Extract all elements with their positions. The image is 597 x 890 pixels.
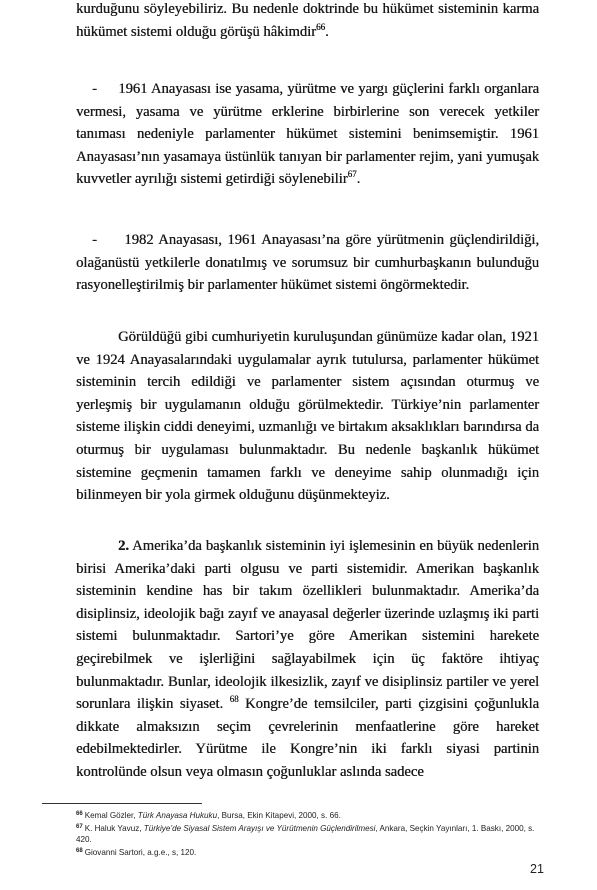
paragraph-1961-constitution: - 1961 Anayasası ise yasama, yürütme ve yargı güçlerini farklı organlara vermesi, yasama ve yürütme erklerine birbirlerine son verecek yetkiler tanıması nedeniyle parlamenter hükümet sistemini benimsemiştir. 1961 Anayasası’nın yasamaya üstünlük tanıyan bir parlamenter rejim, yani yumuşak kuvvetler ayrılığı sistemi getirdiği söylenebilir$^{67}$. bbox=[76, 81, 543, 188]
footnote-67: $^{67}$ K. Haluk Yavuz, Türkiye’de Siyasal Sistem Arayışı ve Yürütmenin Güçlendirilmesi, Ankara, Seçkin Yayınları, 1. Baskı, 2000, s. 420. bbox=[76, 823, 535, 845]
paragraph-continuation: kurduğunu söyleyebiliriz. Bu nedenle doktrinde bu hükümet sisteminin karma hükümet sistemi olduğu görüşü hâkimdir$^{66}$. bbox=[76, 1, 539, 40]
paragraph-conclusion: Görüldüğü gibi cumhuriyetin kuruluşundan günümüze kadar olan, 1921 ve 1924 Anayasalarındaki uygulamalar ayrık tutulursa, parlamenter hükümet sisteminin tercih edildiği ve parlamenter sistem açısından oturmuş ve yerleşmiş bir uygulamanın olduğu görülmektedir. Türkiye’nin parlamenter sisteme ilişkin ciddi deneyimi, uzmanlığı ve birtakım aksaklıkları barındırsa da oturmuş bir uygulaması bulunmaktadır. Bu nedenle başkanlık hükümet sistemine geçmenin tamamen farklı ve deneyime sahip olunmadığı için bilinmeyen bir yola girmek olduğunu düşünmekteyiz. bbox=[76, 329, 539, 504]
footnote-ref[interactable]: 66 bbox=[315, 21, 325, 32]
footnote-66: $^{66}$ Kemal Gözler, Türk Anayasa Hukuku, Bursa, Ekin Kitapevi, 2000, s. 66. bbox=[76, 811, 341, 820]
list-dash: - bbox=[92, 81, 119, 97]
footnote-68: $^{68}$ Giovanni Sartori, a.g.e., s, 120. bbox=[76, 847, 197, 857]
paragraph-american-party-system: 2. Amerika’da başkanlık sisteminin iyi işlemesinin en büyük nedenlerin birisi Amerika’daki parti olgusu ve parti sistemidir. Amerikan başkanlık sisteminin kendine has bir takım özellikleri bulunmaktadır. Amerika’da disiplinsiz, ideolojik bağı zayıf ve anayasal değerler üzerinde uzlaşmış iki parti sistemi bulunmaktadır. Sartori’ye göre Amerikan sistemini harekete geçirebilmek ve işlerliğini sağlayabilmek için üç faktöre ihtiyaç bulunmaktadır. Bunlar, ideolojik ilkesizlik, zayıf ve disiplinsiz partiler ve yerel sorunlara ilişkin siyaset. $^{68}$ Kongre’de temsilciler, parti çizgisini çoğunlukla dikkate almaksızın seçim çevrelerinin menfaatlerine göre hareket edebilmektedirler. Yürütme ile Kongre’nin iki farklı siyasi partinin kontrolünde olsun veya olmasın çoğunluklar aslında sadece bbox=[76, 538, 539, 780]
footnote-ref[interactable]: 67 bbox=[347, 169, 357, 180]
footnote-separator bbox=[42, 803, 202, 804]
page-number: 21 bbox=[530, 862, 544, 876]
list-dash: - bbox=[92, 232, 125, 248]
footnotes bbox=[76, 809, 546, 858]
footnote-ref[interactable]: 68 bbox=[229, 694, 239, 705]
paragraph-1982-constitution: - 1982 Anayasası, 1961 Anayasası’na göre yürütmenin güçlendirildiği, olağanüstü yetkilerle donatılmış ve sorumsuz bir cumhurbaşkanın bulunduğu rasyonelleştirilmiş bir parlamenter hükümet sistemi öngörmektedir. bbox=[76, 232, 543, 294]
point-number: 2. bbox=[118, 538, 129, 554]
